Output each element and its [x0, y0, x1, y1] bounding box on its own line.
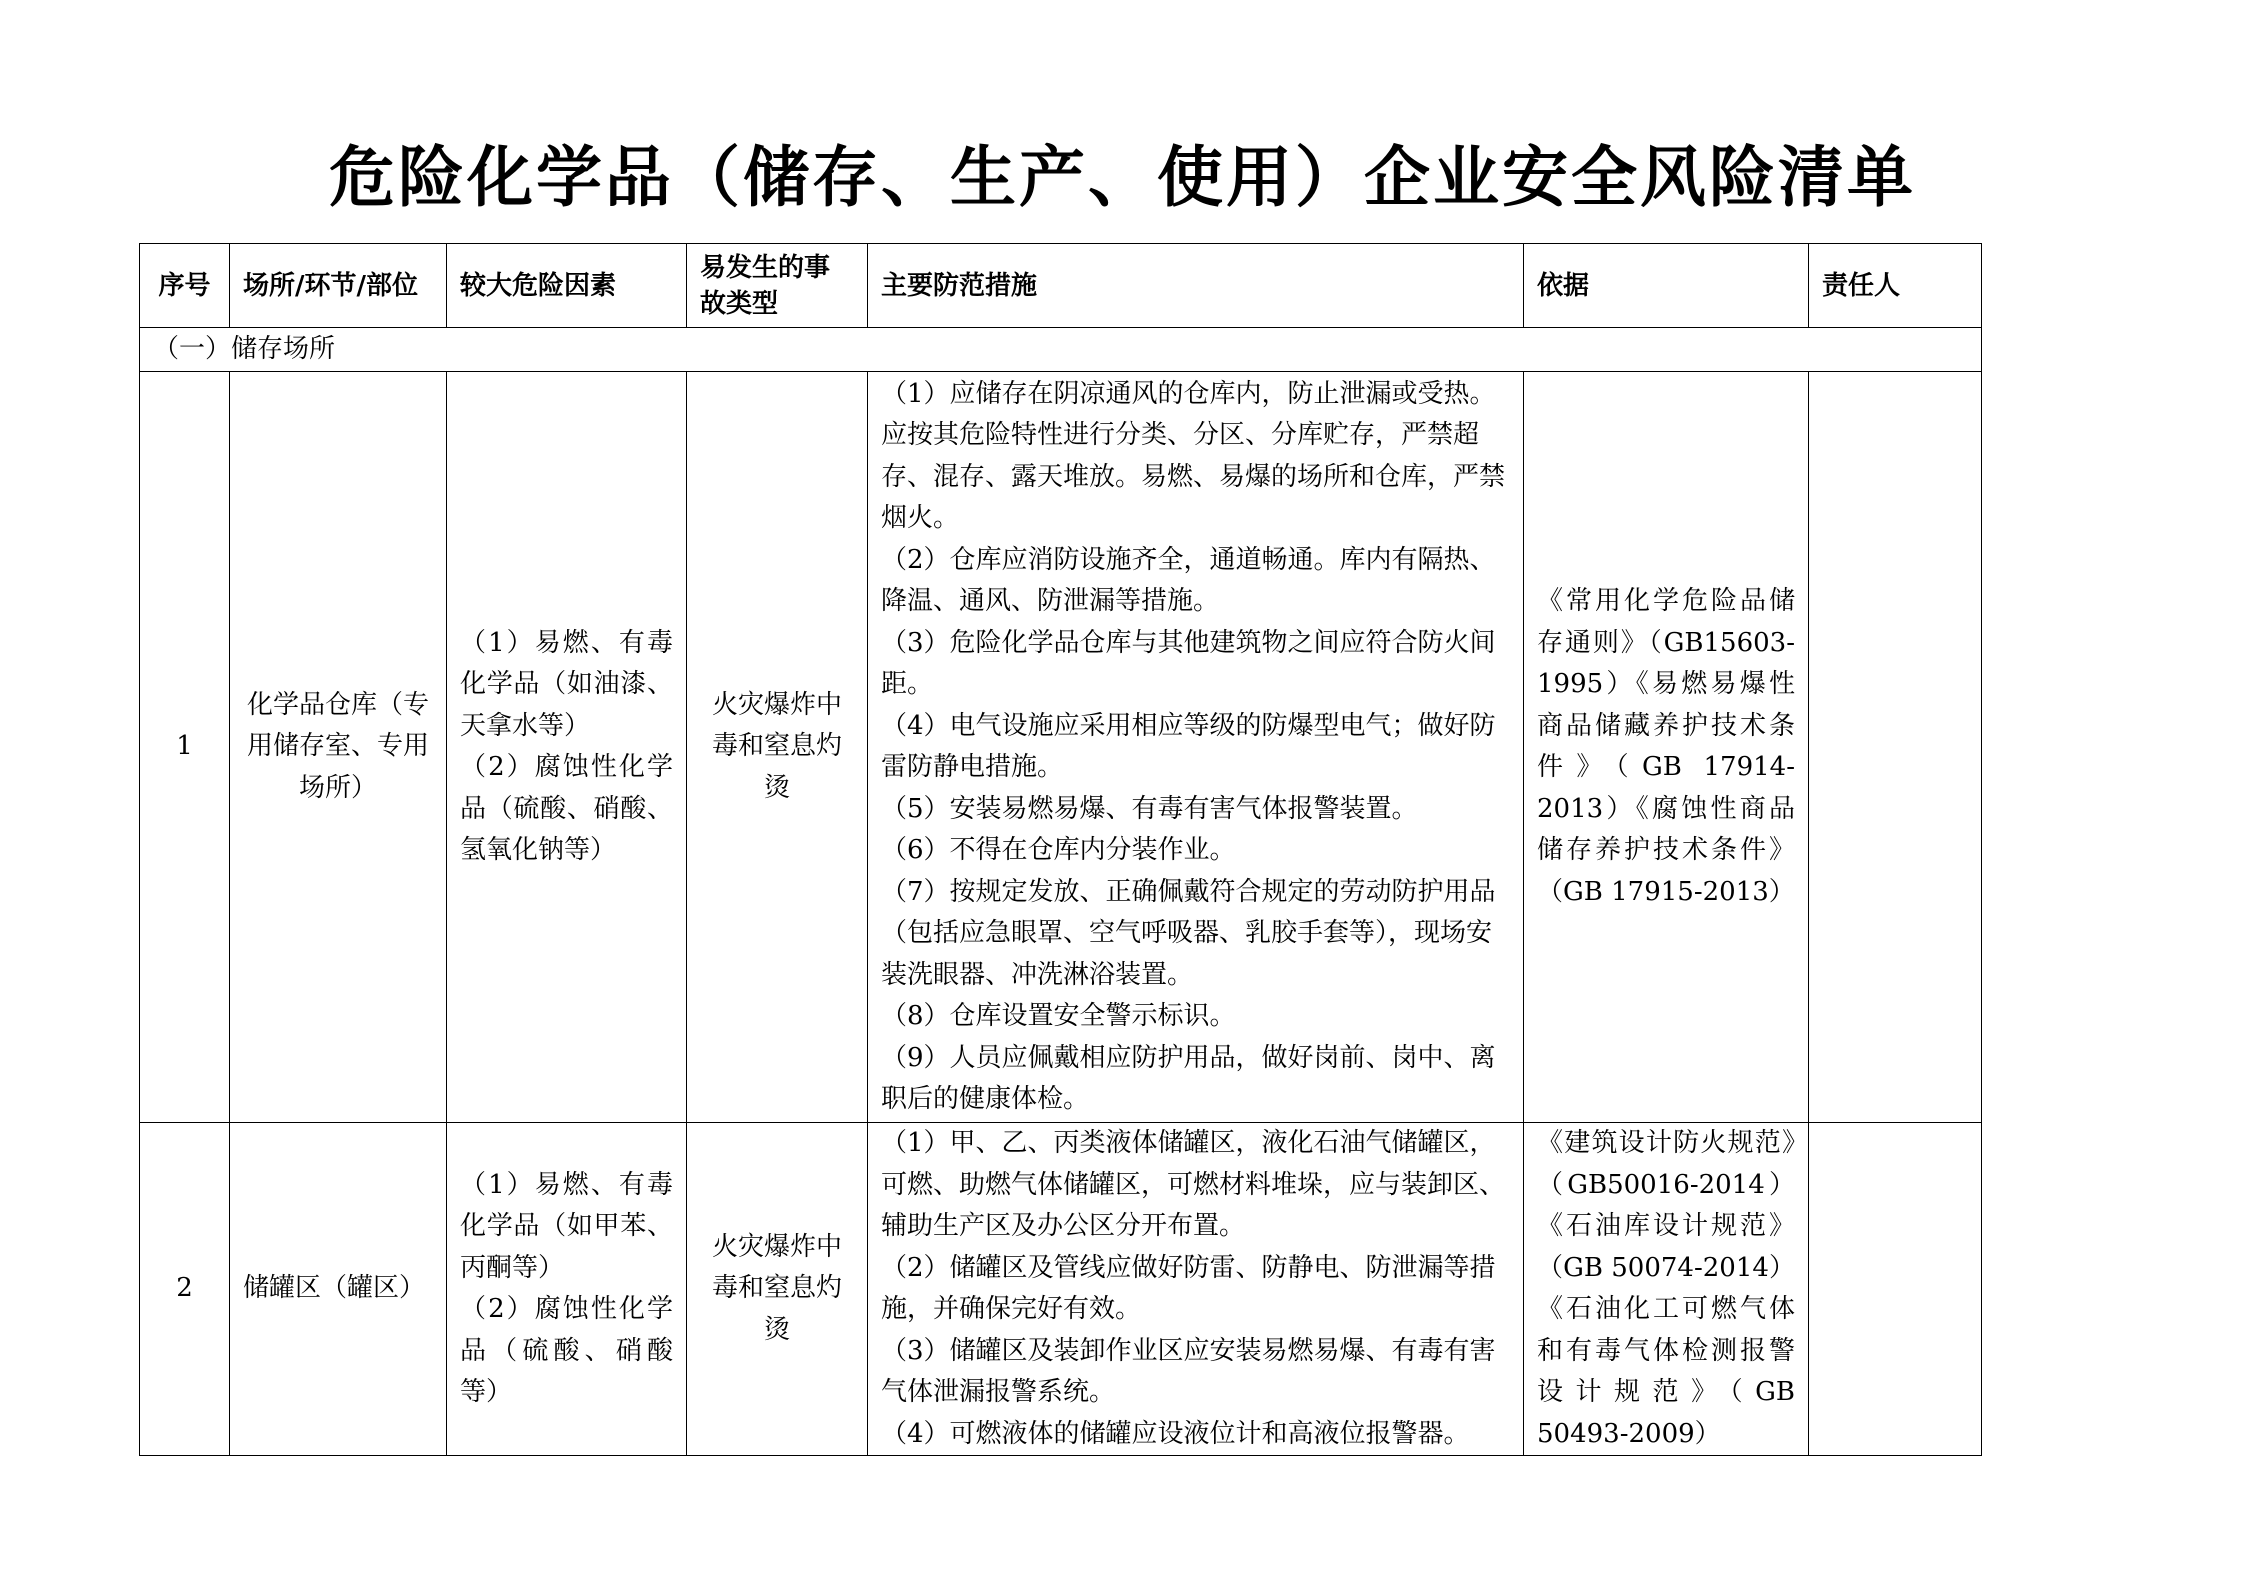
measure-item: （3）储罐区及装卸作业区应安装易燃易爆、有毒有害气体泄漏报警系统。 [881, 1335, 1496, 1407]
row-owner [1809, 1123, 1982, 1456]
measure-item: （1）应储存在阴凉通风的仓库内，防止泄漏或受热。应按其危险特性进行分类、分区、分库贮存，严禁超存、混存、露天堆放。易燃、易爆的场所和仓库，严禁烟火。 [881, 378, 1506, 533]
header-owner: 责任人 [1809, 244, 1982, 328]
header-hazards: 较大危险因素 [447, 244, 687, 328]
document-title: 危险化学品（储存、生产、使用）企业安全风险清单 [329, 139, 1916, 216]
hazard-item: （1）易燃、有毒化学品（如甲苯、丙酮等） [460, 1169, 673, 1283]
row-no: 2 [140, 1123, 230, 1456]
row-no: 1 [140, 372, 230, 1123]
row-basis: 《建筑设计防火规范》（GB50016-2014）《石油库设计规范》（GB 50074-2014）《石油化工可燃气体和有毒气体检测报警设计规范》（GB 50493-2009） [1524, 1123, 1809, 1456]
hazard-item: （1）易燃、有毒化学品（如油漆、天拿水等） [460, 627, 673, 741]
header-basis: 依据 [1524, 244, 1809, 328]
measure-item: （8）仓库设置安全警示标识。 [881, 1001, 1236, 1031]
row-accidents: 火灾爆炸中毒和窒息灼烫 [687, 372, 868, 1123]
measure-item: （1）甲、乙、丙类液体储罐区，液化石油气储罐区，可燃、助燃气体储罐区，可燃材料堆垛，应与装卸区、辅助生产区及办公区分开布置。 [881, 1128, 1506, 1241]
row-measures [868, 372, 1524, 1123]
hazard-item: （2）腐蚀性化学品（硫酸、硝酸等） [460, 1294, 673, 1407]
row-location: 储罐区（罐区） [230, 1123, 447, 1456]
header-location: 场所/环节/部位 [230, 244, 447, 328]
measure-item: （9）人员应佩戴相应防护用品，做好岗前、岗中、离职后的健康体检。 [881, 1042, 1496, 1114]
row-basis: 《常用化学危险品储存通则》（GB15603-1995）《易燃易爆性商品储藏养护技术条件》（GB 17914-2013）《腐蚀性商品储存养护技术条件》（GB 17915-2013） [1524, 372, 1809, 1123]
table-row [140, 1123, 1982, 1456]
row-hazards [447, 372, 687, 1123]
row-measures [868, 1123, 1524, 1456]
row-owner [1809, 372, 1982, 1123]
measure-item: （2）仓库应消防设施齐全，通道畅通。库内有隔热、降温、通风、防泄漏等措施。 [881, 544, 1496, 616]
measure-item: （3）危险化学品仓库与其他建筑物之间应符合防火间距。 [881, 627, 1496, 699]
measure-item: （4）可燃液体的储罐应设液位计和高液位报警器。 [881, 1418, 1470, 1449]
row-location: 化学品仓库（专用储存室、专用场所） [230, 372, 447, 1123]
measure-item: （4）电气设施应采用相应等级的防爆型电气；做好防雷防静电措施。 [881, 710, 1496, 782]
measure-item: （7）按规定发放、正确佩戴符合规定的劳动防护用品（包括应急眼罩、空气呼吸器、乳胶手套等），现场安装洗眼器、冲洗淋浴装置。 [881, 876, 1496, 990]
section-title: （一）储存场所 [140, 328, 1982, 372]
header-accidents: 易发生的事故类型 [687, 244, 868, 328]
header-row [140, 244, 1982, 328]
measure-item: （2）储罐区及管线应做好防雷、防静电、防泄漏等措施，并确保完好有效。 [881, 1252, 1496, 1324]
risk-table [139, 243, 1982, 1456]
row-accidents: 火灾爆炸中毒和窒息灼烫 [687, 1123, 868, 1456]
header-measures: 主要防范措施 [868, 244, 1524, 328]
measure-item: （5）安装易燃易爆、有毒有害气体报警装置。 [881, 793, 1418, 824]
section-row [140, 328, 1982, 372]
measure-item: （6）不得在仓库内分装作业。 [881, 835, 1236, 865]
header-no: 序号 [140, 244, 230, 328]
table-row [140, 372, 1982, 1123]
hazard-item: （2）腐蚀性化学品（硫酸、硝酸、氢氧化钠等） [460, 752, 673, 865]
row-hazards [447, 1123, 687, 1456]
